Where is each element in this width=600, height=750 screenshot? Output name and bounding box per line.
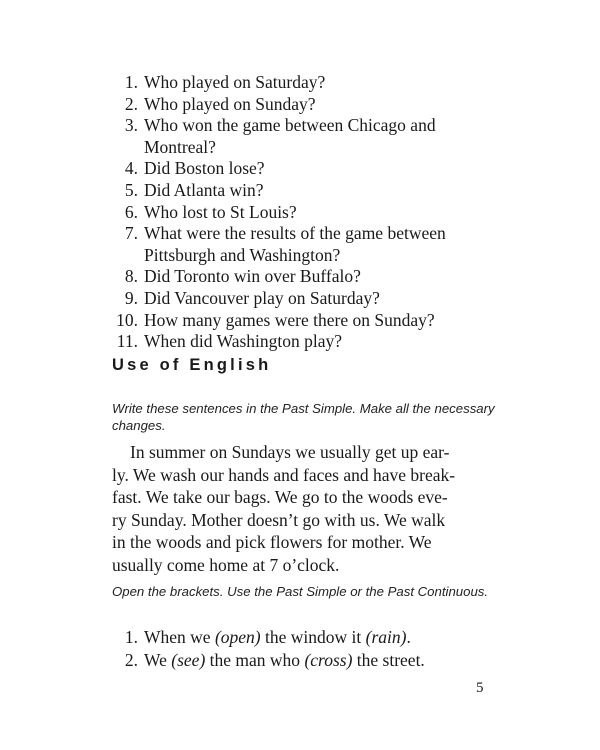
- exercise-number: 2.: [124, 649, 138, 670]
- paragraph-line: In summer on Sundays we usually get up ear-: [130, 442, 450, 462]
- paragraph-line: usually come home at 7 o’clock.: [112, 554, 340, 575]
- verb-in-brackets: (open): [214, 627, 261, 647]
- question-text: Who played on Sunday?: [144, 93, 316, 114]
- exercise-instruction: Open the brackets. Use the Past Simple or the Past Continuous.: [112, 584, 489, 599]
- question-item: [96, 115, 516, 158]
- question-text: How many games were there on Sunday?: [144, 309, 435, 330]
- question-number: 10.: [116, 309, 138, 330]
- exercise-item: [96, 649, 516, 672]
- question-item: [96, 72, 516, 94]
- question-text: Did Vancouver play on Saturday?: [144, 287, 380, 308]
- question-item: [96, 331, 516, 353]
- question-text: Did Boston lose?: [144, 158, 265, 179]
- question-list: [96, 72, 516, 353]
- sentence-part: the street.: [352, 649, 425, 670]
- sentence-part: .: [406, 627, 411, 647]
- question-text: Who played on Saturday?: [144, 72, 326, 92]
- question-text: Did Atlanta win?: [144, 179, 264, 200]
- exercise-paragraph: [112, 441, 492, 576]
- section-heading: Use of English: [112, 356, 272, 374]
- question-item: [96, 223, 516, 266]
- sentence-part: We: [144, 649, 172, 670]
- question-item: [96, 180, 516, 202]
- question-text: Who won the game between Chicago and: [144, 115, 436, 136]
- question-item: [96, 94, 516, 116]
- question-number: 11.: [116, 331, 138, 352]
- question-text: When did Washington play?: [144, 331, 343, 352]
- question-item: [96, 202, 516, 224]
- question-number: 6.: [124, 201, 138, 222]
- exercise-instruction: Write these sentences in the Past Simple. Make all the necessary changes.: [112, 401, 495, 433]
- question-text-continued: Montreal?: [144, 136, 216, 157]
- sentence-part: the window it: [260, 627, 366, 647]
- question-number: 9.: [124, 287, 138, 308]
- question-text-continued: Pittsburgh and Washington?: [144, 244, 341, 265]
- question-text: Who lost to St Louis?: [144, 201, 297, 222]
- question-number: 5.: [124, 179, 138, 200]
- question-text: Did Toronto win over Buffalo?: [144, 266, 361, 287]
- paragraph-line: ly. We wash our hands and faces and have break-: [112, 464, 456, 485]
- paragraph-line: in the woods and pick flowers for mother. We: [112, 532, 432, 552]
- question-number: 7.: [124, 223, 138, 244]
- verb-in-brackets: (see): [171, 649, 206, 670]
- question-text: What were the results of the game between: [144, 223, 446, 244]
- question-number: 3.: [124, 115, 138, 136]
- sentence-part: When we: [144, 627, 215, 647]
- paragraph-line: ry Sunday. Mother doesn’t go with us. We walk: [112, 509, 446, 530]
- question-item: [96, 288, 516, 310]
- page-number: 5: [476, 680, 484, 696]
- exercise-number: 1.: [124, 627, 138, 647]
- sentence-part: the man who: [205, 649, 305, 670]
- exercise-list: [96, 626, 516, 671]
- question-item: [96, 266, 516, 288]
- question-item: [96, 158, 516, 180]
- paragraph-line: fast. We take our bags. We go to the woods eve-: [112, 487, 448, 507]
- verb-in-brackets: (rain): [365, 627, 407, 647]
- question-item: [96, 310, 516, 332]
- question-number: 2.: [124, 93, 138, 114]
- verb-in-brackets: (cross): [304, 649, 353, 670]
- exercise-item: [96, 626, 516, 649]
- question-number: 1.: [124, 72, 138, 92]
- question-number: 4.: [124, 158, 138, 179]
- question-number: 8.: [124, 266, 138, 287]
